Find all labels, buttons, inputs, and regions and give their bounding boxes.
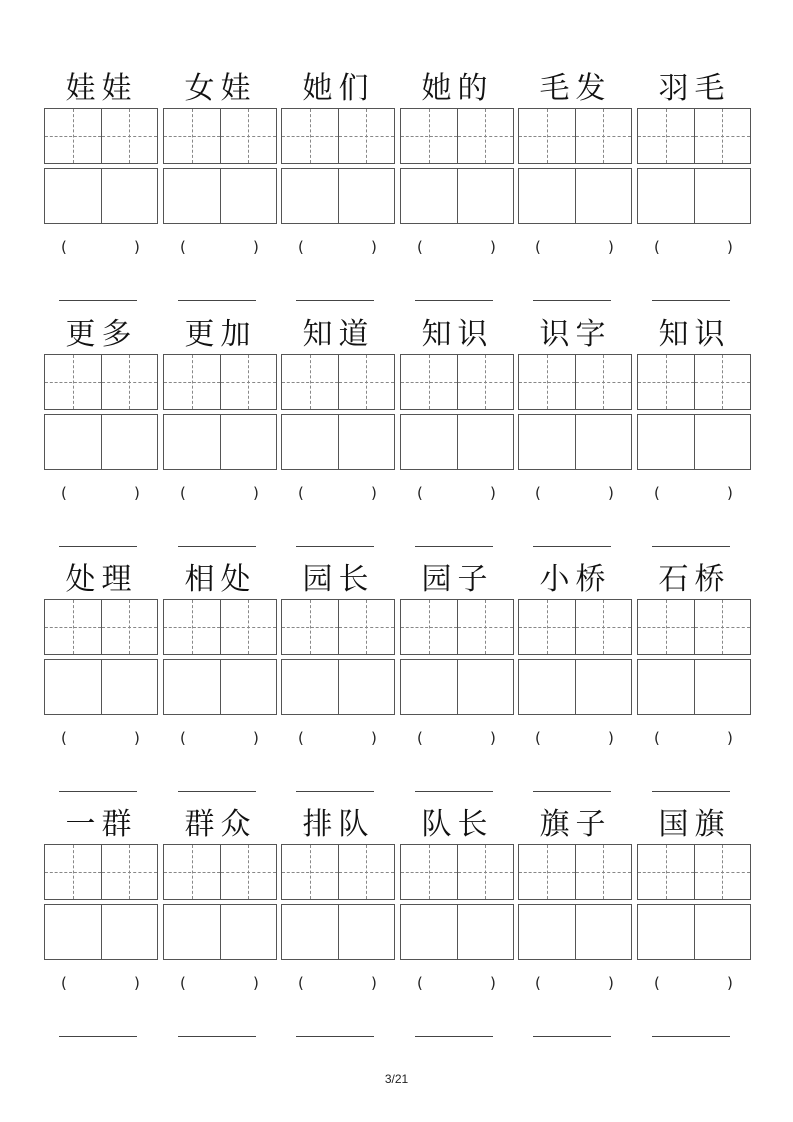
word-practice-block [44,807,159,1089]
paren-open: ( [654,484,660,502]
pinyin-answer-slot[interactable] [400,729,515,751]
word-label: 女娃 [184,71,257,106]
tianzige-tracing-grid[interactable] [44,844,158,900]
tianzige-tracing-grid[interactable] [163,844,277,900]
pinyin-answer-slot[interactable] [281,729,396,751]
tianzige-cell[interactable] [45,355,101,409]
word-practice-block [281,807,396,1089]
writing-cell[interactable] [638,660,694,714]
writing-box-grid[interactable] [637,659,751,715]
pinyin-answer-slot[interactable] [281,238,396,260]
pinyin-answer-slot[interactable] [163,974,278,996]
paren-close: ) [371,484,377,502]
writing-box-grid[interactable] [637,168,751,224]
writing-cell[interactable] [338,905,395,959]
writing-box-grid[interactable] [281,168,395,224]
word-label: 更多 [65,317,138,352]
answer-underline[interactable] [652,300,730,301]
tianzige-cell[interactable] [282,109,338,163]
writing-cell[interactable] [638,415,694,469]
writing-box-grid[interactable] [518,168,632,224]
pinyin-answer-slot[interactable] [400,974,515,996]
tianzige-cell[interactable] [282,355,338,409]
pinyin-answer-slot[interactable] [163,484,278,506]
paren-close: ) [608,729,614,747]
answer-underline[interactable] [178,1036,256,1037]
paren-close: ) [371,729,377,747]
answer-underline[interactable] [415,546,493,547]
paren-close: ) [727,729,733,747]
tianzige-cell[interactable] [164,355,220,409]
pinyin-answer-slot[interactable] [637,484,752,506]
tianzige-cell[interactable] [338,845,395,899]
tianzige-tracing-grid[interactable] [163,108,277,164]
tianzige-cell[interactable] [45,845,101,899]
writing-cell[interactable] [638,905,694,959]
writing-cell[interactable] [457,905,514,959]
word-label: 羽毛 [658,71,731,106]
paren-close: ) [490,238,496,256]
tianzige-cell[interactable] [282,845,338,899]
page-number: 3/21 [384,1072,409,1086]
answer-underline[interactable] [59,300,137,301]
paren-open: ( [298,729,304,747]
paren-open: ( [535,974,541,992]
writing-cell[interactable] [694,415,751,469]
tianzige-cell[interactable] [457,600,514,654]
answer-underline[interactable] [59,791,137,792]
word-practice-block [518,807,633,1089]
paren-close: ) [490,484,496,502]
answer-underline[interactable] [59,546,137,547]
paren-open: ( [654,974,660,992]
tianzige-tracing-grid[interactable] [281,354,395,410]
tianzige-cell[interactable] [282,600,338,654]
writing-cell[interactable] [575,169,632,223]
word-label: 旗子 [539,807,612,842]
tianzige-tracing-grid[interactable] [281,844,395,900]
word-label: 她们 [302,71,375,106]
tianzige-cell[interactable] [638,600,694,654]
tianzige-tracing-grid[interactable] [637,844,751,900]
tianzige-cell[interactable] [101,600,158,654]
answer-underline[interactable] [652,1036,730,1037]
writing-cell[interactable] [45,660,101,714]
writing-cell[interactable] [164,660,220,714]
tianzige-cell[interactable] [694,355,751,409]
writing-cell[interactable] [164,905,220,959]
writing-cell[interactable] [457,169,514,223]
paren-close: ) [371,974,377,992]
writing-cell[interactable] [694,169,751,223]
tianzige-tracing-grid[interactable] [518,844,632,900]
word-label: 知道 [302,317,375,352]
tianzige-cell[interactable] [101,845,158,899]
answer-underline[interactable] [415,300,493,301]
tianzige-tracing-grid[interactable] [518,108,632,164]
writing-cell[interactable] [519,905,575,959]
paren-open: ( [298,974,304,992]
writing-box-grid[interactable] [44,904,158,960]
answer-underline[interactable] [533,791,611,792]
word-label: 更加 [184,317,257,352]
pinyin-answer-slot[interactable] [637,974,752,996]
word-label: 国旗 [658,807,731,842]
tianzige-cell[interactable] [164,600,220,654]
tianzige-cell[interactable] [101,355,158,409]
tianzige-cell[interactable] [401,845,457,899]
pinyin-answer-slot[interactable] [44,238,159,260]
tianzige-cell[interactable] [575,109,632,163]
writing-cell[interactable] [401,660,457,714]
paren-close: ) [727,974,733,992]
word-label: 群众 [184,807,257,842]
writing-cell[interactable] [338,660,395,714]
writing-box-grid[interactable] [44,168,158,224]
paren-open: ( [298,484,304,502]
writing-cell[interactable] [457,660,514,714]
paren-close: ) [490,729,496,747]
answer-underline[interactable] [178,791,256,792]
word-label: 园子 [421,562,494,597]
paren-open: ( [535,238,541,256]
word-label: 相处 [184,562,257,597]
writing-box-grid[interactable] [281,904,395,960]
tianzige-cell[interactable] [638,109,694,163]
writing-box-grid[interactable] [637,414,751,470]
tianzige-cell[interactable] [101,109,158,163]
tianzige-cell[interactable] [220,355,277,409]
tianzige-cell[interactable] [401,600,457,654]
tianzige-tracing-grid[interactable] [44,599,158,655]
writing-box-grid[interactable] [163,904,277,960]
word-label: 知识 [421,317,494,352]
tianzige-tracing-grid[interactable] [44,354,158,410]
pinyin-answer-slot[interactable] [400,484,515,506]
writing-box-grid[interactable] [400,168,514,224]
tianzige-cell[interactable] [638,845,694,899]
writing-cell[interactable] [101,169,158,223]
writing-box-grid[interactable] [518,414,632,470]
writing-cell[interactable] [101,905,158,959]
paren-close: ) [253,238,259,256]
writing-cell[interactable] [519,415,575,469]
writing-cell[interactable] [220,169,277,223]
tianzige-tracing-grid[interactable] [400,354,514,410]
writing-cell[interactable] [282,905,338,959]
word-label: 识字 [539,317,612,352]
word-label: 队长 [421,807,494,842]
paren-close: ) [253,484,259,502]
answer-underline[interactable] [415,791,493,792]
tianzige-cell[interactable] [694,845,751,899]
writing-box-grid[interactable] [400,904,514,960]
tianzige-tracing-grid[interactable] [637,108,751,164]
paren-open: ( [417,484,423,502]
writing-box-grid[interactable] [44,414,158,470]
writing-cell[interactable] [401,905,457,959]
writing-cell[interactable] [519,660,575,714]
answer-underline[interactable] [296,546,374,547]
writing-cell[interactable] [45,905,101,959]
answer-underline[interactable] [533,300,611,301]
tianzige-cell[interactable] [519,355,575,409]
tianzige-tracing-grid[interactable] [518,354,632,410]
tianzige-cell[interactable] [45,109,101,163]
word-row-section [0,807,793,1089]
answer-underline[interactable] [296,1036,374,1037]
word-label: 园长 [302,562,375,597]
tianzige-cell[interactable] [519,600,575,654]
word-label: 小桥 [539,562,612,597]
writing-box-grid[interactable] [400,414,514,470]
paren-close: ) [134,238,140,256]
writing-cell[interactable] [575,415,632,469]
tianzige-cell[interactable] [519,109,575,163]
writing-cell[interactable] [519,169,575,223]
pinyin-answer-slot[interactable] [637,238,752,260]
writing-box-grid[interactable] [163,659,277,715]
writing-cell[interactable] [694,660,751,714]
tianzige-cell[interactable] [220,109,277,163]
writing-cell[interactable] [101,660,158,714]
tianzige-cell[interactable] [575,355,632,409]
answer-underline[interactable] [296,791,374,792]
writing-cell[interactable] [220,905,277,959]
tianzige-tracing-grid[interactable] [637,354,751,410]
tianzige-cell[interactable] [575,845,632,899]
word-practice-block [163,807,278,1089]
pinyin-answer-slot[interactable] [281,974,396,996]
pinyin-answer-slot[interactable] [518,484,633,506]
writing-box-grid[interactable] [44,659,158,715]
word-label: 娃娃 [65,71,138,106]
pinyin-answer-slot[interactable] [44,484,159,506]
answer-underline[interactable] [415,1036,493,1037]
pinyin-answer-slot[interactable] [400,238,515,260]
paren-open: ( [417,238,423,256]
writing-cell[interactable] [638,169,694,223]
paren-open: ( [535,729,541,747]
tianzige-cell[interactable] [575,600,632,654]
tianzige-cell[interactable] [401,355,457,409]
tianzige-tracing-grid[interactable] [518,599,632,655]
answer-underline[interactable] [533,546,611,547]
tianzige-tracing-grid[interactable] [163,599,277,655]
paren-open: ( [654,238,660,256]
paren-close: ) [134,729,140,747]
word-practice-block [637,807,752,1089]
tianzige-tracing-grid[interactable] [281,599,395,655]
answer-underline[interactable] [178,546,256,547]
paren-close: ) [371,238,377,256]
writing-cell[interactable] [220,660,277,714]
tianzige-tracing-grid[interactable] [281,108,395,164]
tianzige-cell[interactable] [164,109,220,163]
paren-open: ( [417,729,423,747]
paren-close: ) [727,484,733,502]
writing-cell[interactable] [338,415,395,469]
answer-underline[interactable] [652,791,730,792]
pinyin-answer-slot[interactable] [518,974,633,996]
paren-open: ( [654,729,660,747]
pinyin-answer-slot[interactable] [518,238,633,260]
paren-open: ( [180,238,186,256]
pinyin-answer-slot[interactable] [163,238,278,260]
paren-open: ( [535,484,541,502]
paren-close: ) [608,974,614,992]
writing-cell[interactable] [338,169,395,223]
tianzige-cell[interactable] [220,845,277,899]
word-practice-block [400,807,515,1089]
answer-underline[interactable] [652,546,730,547]
pinyin-answer-slot[interactable] [518,729,633,751]
tianzige-tracing-grid[interactable] [637,599,751,655]
tianzige-cell[interactable] [638,355,694,409]
writing-cell[interactable] [575,660,632,714]
paren-close: ) [253,974,259,992]
writing-box-grid[interactable] [400,659,514,715]
paren-close: ) [608,484,614,502]
paren-open: ( [61,729,67,747]
paren-open: ( [61,238,67,256]
tianzige-tracing-grid[interactable] [163,354,277,410]
tianzige-cell[interactable] [694,109,751,163]
paren-open: ( [61,484,67,502]
tianzige-cell[interactable] [457,355,514,409]
answer-underline[interactable] [296,300,374,301]
writing-cell[interactable] [164,169,220,223]
paren-open: ( [298,238,304,256]
tianzige-tracing-grid[interactable] [44,108,158,164]
tianzige-cell[interactable] [401,109,457,163]
pinyin-answer-slot[interactable] [637,729,752,751]
paren-close: ) [253,729,259,747]
pinyin-answer-slot[interactable] [44,729,159,751]
answer-underline[interactable] [533,1036,611,1037]
tianzige-cell[interactable] [164,845,220,899]
tianzige-cell[interactable] [338,109,395,163]
tianzige-tracing-grid[interactable] [400,844,514,900]
writing-cell[interactable] [401,415,457,469]
tianzige-cell[interactable] [457,845,514,899]
paren-close: ) [134,974,140,992]
word-label: 排队 [302,807,375,842]
word-label: 知识 [658,317,731,352]
pinyin-answer-slot[interactable] [44,974,159,996]
paren-open: ( [180,729,186,747]
writing-cell[interactable] [45,169,101,223]
tianzige-tracing-grid[interactable] [400,108,514,164]
writing-cell[interactable] [694,905,751,959]
writing-box-grid[interactable] [163,168,277,224]
writing-box-grid[interactable] [518,659,632,715]
paren-close: ) [608,238,614,256]
writing-cell[interactable] [282,660,338,714]
writing-box-grid[interactable] [281,659,395,715]
writing-cell[interactable] [45,415,101,469]
writing-cell[interactable] [282,415,338,469]
paren-open: ( [180,484,186,502]
tianzige-cell[interactable] [45,600,101,654]
word-label: 石桥 [658,562,731,597]
paren-close: ) [490,974,496,992]
tianzige-cell[interactable] [220,600,277,654]
writing-cell[interactable] [164,415,220,469]
word-label: 一群 [65,807,138,842]
writing-cell[interactable] [220,415,277,469]
word-label: 她的 [421,71,494,106]
paren-close: ) [727,238,733,256]
tianzige-cell[interactable] [457,109,514,163]
tianzige-cell[interactable] [338,600,395,654]
answer-underline[interactable] [59,1036,137,1037]
tianzige-cell[interactable] [694,600,751,654]
word-label: 毛发 [539,71,612,106]
writing-box-grid[interactable] [637,904,751,960]
paren-open: ( [180,974,186,992]
pinyin-answer-slot[interactable] [163,729,278,751]
answer-underline[interactable] [178,300,256,301]
writing-cell[interactable] [101,415,158,469]
pinyin-answer-slot[interactable] [281,484,396,506]
tianzige-cell[interactable] [519,845,575,899]
writing-box-grid[interactable] [281,414,395,470]
paren-open: ( [61,974,67,992]
tianzige-cell[interactable] [338,355,395,409]
writing-box-grid[interactable] [163,414,277,470]
paren-close: ) [134,484,140,502]
writing-cell[interactable] [401,169,457,223]
writing-box-grid[interactable] [518,904,632,960]
writing-cell[interactable] [457,415,514,469]
word-label: 处理 [65,562,138,597]
writing-cell[interactable] [282,169,338,223]
writing-cell[interactable] [575,905,632,959]
tianzige-tracing-grid[interactable] [400,599,514,655]
paren-open: ( [417,974,423,992]
